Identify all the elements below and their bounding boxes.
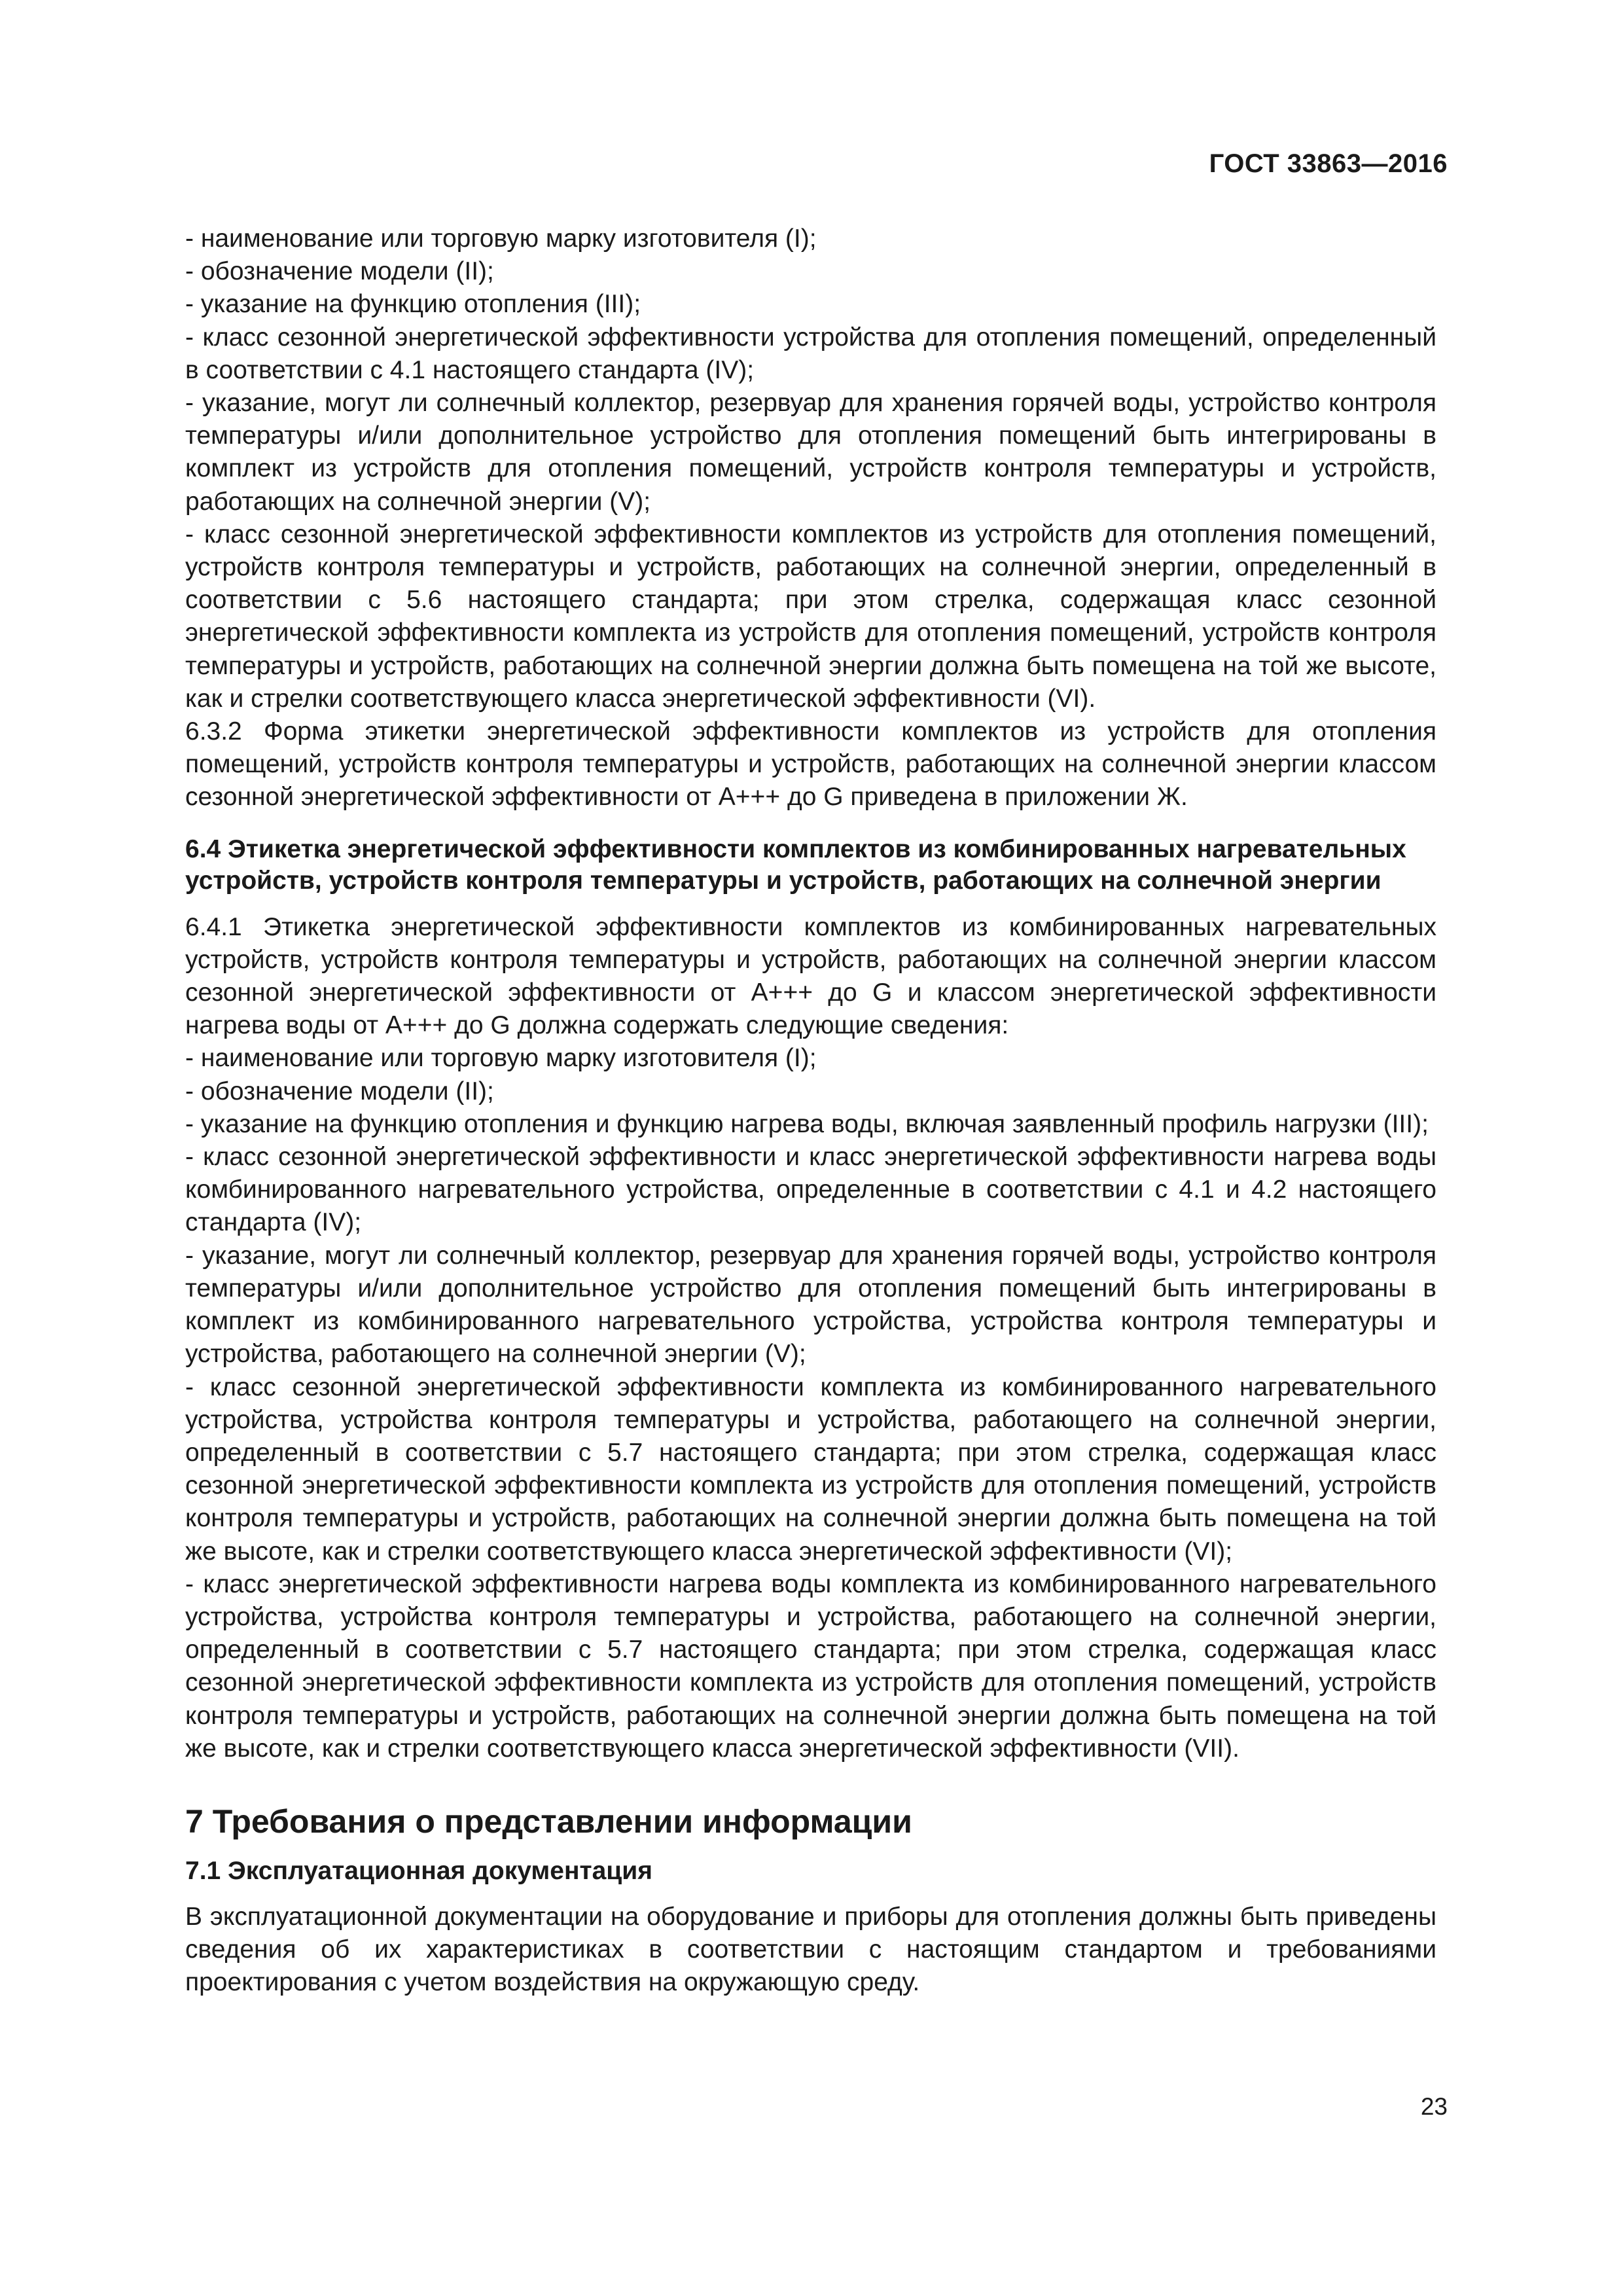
list-item: - класс энергетической эффективности нагрева воды комплекта из комбинированного нагревательного устройства, устройства контроля температуры и устройства, работающего на солнечной энергии, определенный в соответствии с 5.7 настоящего стандарта; при этом стрелка, содержащая класс сезонной энергетической эффективности комплекта из устройств для отопления помещений, устройств контроля температуры и устройств, работающих на солнечной энергии должна быть помещена на той же высоте, как и стрелки соответствующего класса энергетической эффективности (VII). [185,1570,1436,1763]
clause-6-3-2: 6.3.2 Форма этикетки энергетической эффективности комплектов из устройств для отопления помещений, устройств контроля температуры и устройств, работающих на солнечной энергии классом сезонной энергетической эффективности от A+++ до G приведена в приложении Ж. [185,717,1436,812]
list-item: - обозначение модели (II); [185,257,494,286]
list-item: - указание, могут ли солнечный коллектор, резервуар для хранения горячей воды, устройство контроля температуры и/или дополнительное устройство для отопления помещений быть интегрированы в комплект из комбинированного нагревательного устройства, устройства контроля температуры и устройства, работающего на солнечной энергии (V); [185,1241,1436,1369]
page-content [185,223,1436,2000]
list-item: - указание на функцию отопления (III); [185,290,641,319]
clause-6-4-1: 6.4.1 Этикетка энергетической эффективности комплектов из комбинированных нагревательных устройств, устройств контроля температуры и устройств, работающих на солнечной энергии классом сезонной энергетической эффективности от A+++ до G и классом энергетической эффективности нагрева воды от A+++ до G должна содержать следующие сведения: [185,912,1437,1040]
list-item: - класс сезонной энергетической эффективности комплекта из комбинированного нагревательного устройства, устройства контроля температуры и устройства, работающего на солнечной энергии, определенный в соответствии с 5.7 настоящего стандарта; при этом стрелка, содержащая класс сезонной энергетической эффективности комплекта из устройств для отопления помещений, устройств контроля температуры и устройств, работающих на солнечной энергии должна быть помещена на той же высоте, как и стрелки соответствующего класса энергетической эффективности (VI); [185,1372,1436,1566]
clause-7-1-text: В эксплуатационной документации на оборудование и приборы для отопления должны быть приведены сведения об их характеристиках в соответствии с настоящим стандартом и требованиями проектирования с учетом воздействия на окружающую среду. [185,1902,1436,1997]
list-item: - класс сезонной энергетической эффективности и класс энергетической эффективности нагрева воды комбинированного нагревательного устройства, определенные в соответствии с 4.1 и 4.2 настоящего стандарта (IV); [185,1143,1436,1237]
heading-6-4: 6.4 Этикетка энергетической эффективности комплектов из комбинированных нагревательных устройств, устройств контроля температуры и устройств, работающих на солнечной энергии [185,834,1406,895]
heading-7: 7 Требования о представлении информации [185,1803,912,1840]
heading-7-1: 7.1 Эксплуатационная документация [185,1856,652,1885]
list-item: - указание на функцию отопления и функцию нагрева воды, включая заявленный профиль нагрузки (III); [185,1109,1429,1138]
list-item: - класс сезонной энергетической эффективности комплектов из устройств для отопления помещений, устройств контроля температуры и устройств, работающих на солнечной энергии, определенный в соответствии с 5.6 настоящего стандарта; при этом стрелка, содержащая класс сезонной энергетической эффективности комплекта из устройств для отопления помещений, устройств контроля температуры и устройств, работающих на солнечной энергии должна быть помещена на той же высоте, как и стрелки соответствующего класса энергетической эффективности (VI). [185,520,1436,713]
document-code: ГОСТ 33863—2016 [1209,149,1448,178]
list-item: - наименование или торговую марку изготовителя (I); [185,1044,817,1073]
list-item: - наименование или торговую марку изготовителя (I); [185,224,817,253]
list-item: - указание, могут ли солнечный коллектор, резервуар для хранения горячей воды, устройство контроля температуры и/или дополнительное устройство для отопления помещений быть интегрированы в комплект из устройств для отопления помещений, устройств контроля температуры и устройств, работающих на солнечной энергии (V); [185,389,1436,516]
list-item: - обозначение модели (II); [185,1077,494,1105]
page-number: 23 [1420,2093,1448,2120]
list-item: - класс сезонной энергетической эффективности устройства для отопления помещений, определенный в соответствии с 4.1 настоящего стандарта (IV); [185,323,1436,384]
